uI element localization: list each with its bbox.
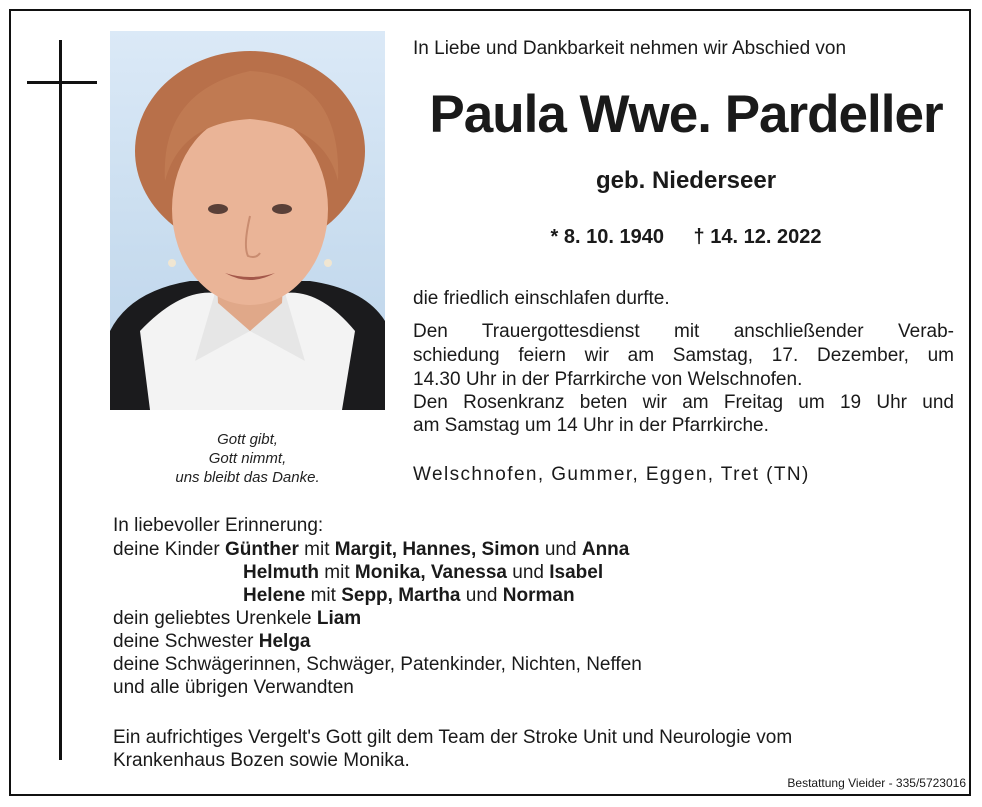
birth-name: geb. Niederseer xyxy=(595,167,777,194)
service-line: Den Trauergottesdienst mit anschließender Verab- xyxy=(413,321,954,342)
and-word: und xyxy=(512,562,544,583)
child-family: Monika, Vanessa xyxy=(354,562,507,583)
rosary-line: Den Rosenkranz beten wir am Freitag um 19 Uhr und xyxy=(413,392,954,413)
child-family-last: Anna xyxy=(581,539,630,560)
with-word: mit xyxy=(324,562,350,583)
intro-text: In Liebe und Dankbarkeit nehmen wir Abschied von xyxy=(413,38,847,59)
family-sister-line xyxy=(113,631,311,653)
child-name: Helmuth xyxy=(243,562,319,583)
children-prefix: deine Kinder xyxy=(113,539,220,560)
grandchild-name: Liam xyxy=(316,608,362,629)
with-word: mit xyxy=(304,539,330,560)
passed-text: die friedlich einschlafen durfte. xyxy=(413,288,670,309)
and-word: und xyxy=(465,585,498,606)
birth-date: * 8. 10. 1940 xyxy=(550,226,664,248)
death-date: † 14. 12. 2022 xyxy=(693,226,822,248)
thanks-line: Krankenhaus Bozen sowie Monika. xyxy=(113,750,410,771)
family-children-line xyxy=(243,562,603,584)
cross-icon xyxy=(59,40,62,760)
child-name: Helene xyxy=(243,585,306,606)
caption-line: Gott gibt, xyxy=(217,431,278,448)
funeral-home-footer: Bestattung Vieider - 335/5723016 xyxy=(787,776,966,790)
child-family-last: Isabel xyxy=(549,562,604,583)
family-relatives-line: und alle übrigen Verwandten xyxy=(113,677,354,698)
deceased-name: Paula Wwe. Pardeller xyxy=(429,85,943,144)
portrait-photo xyxy=(110,31,385,410)
caption-line: uns bleibt das Danke. xyxy=(175,469,320,486)
family-heading: In liebevoller Erinnerung: xyxy=(113,515,324,536)
family-children-line xyxy=(243,585,575,607)
grandchild-prefix: dein geliebtes Urenkele xyxy=(113,608,312,629)
child-name: Günther xyxy=(224,539,299,560)
and-word: und xyxy=(544,539,577,560)
places-text: Welschnofen, Gummer, Eggen, Tret (TN) xyxy=(413,464,810,485)
rosary-line: am Samstag um 14 Uhr in der Pfarrkirche. xyxy=(413,415,769,436)
family-children-line xyxy=(113,539,629,561)
child-family-last: Norman xyxy=(502,585,575,606)
caption-line: Gott nimmt, xyxy=(208,450,287,467)
family-inlaws-line: deine Schwägerinnen, Schwäger, Patenkinder, Nichten, Neffen xyxy=(113,654,642,675)
service-line: schiedung feiern wir am Samstag, 17. Dezember, um xyxy=(413,345,954,366)
child-family: Sepp, Martha xyxy=(341,585,461,606)
cross-icon-bar xyxy=(27,81,97,84)
sister-name: Helga xyxy=(258,631,311,652)
child-family: Margit, Hannes, Simon xyxy=(334,539,540,560)
family-grandchild-line xyxy=(113,608,361,630)
photo-caption xyxy=(110,430,385,487)
thanks-line: Ein aufrichtiges Vergelt's Gott gilt dem Team der Stroke Unit und Neurologie vom xyxy=(113,727,793,748)
with-word: mit xyxy=(310,585,336,606)
sister-prefix: deine Schwester xyxy=(113,631,254,652)
service-line: 14.30 Uhr in der Pfarrkirche von Welschnofen. xyxy=(413,369,803,390)
life-dates xyxy=(413,226,959,249)
